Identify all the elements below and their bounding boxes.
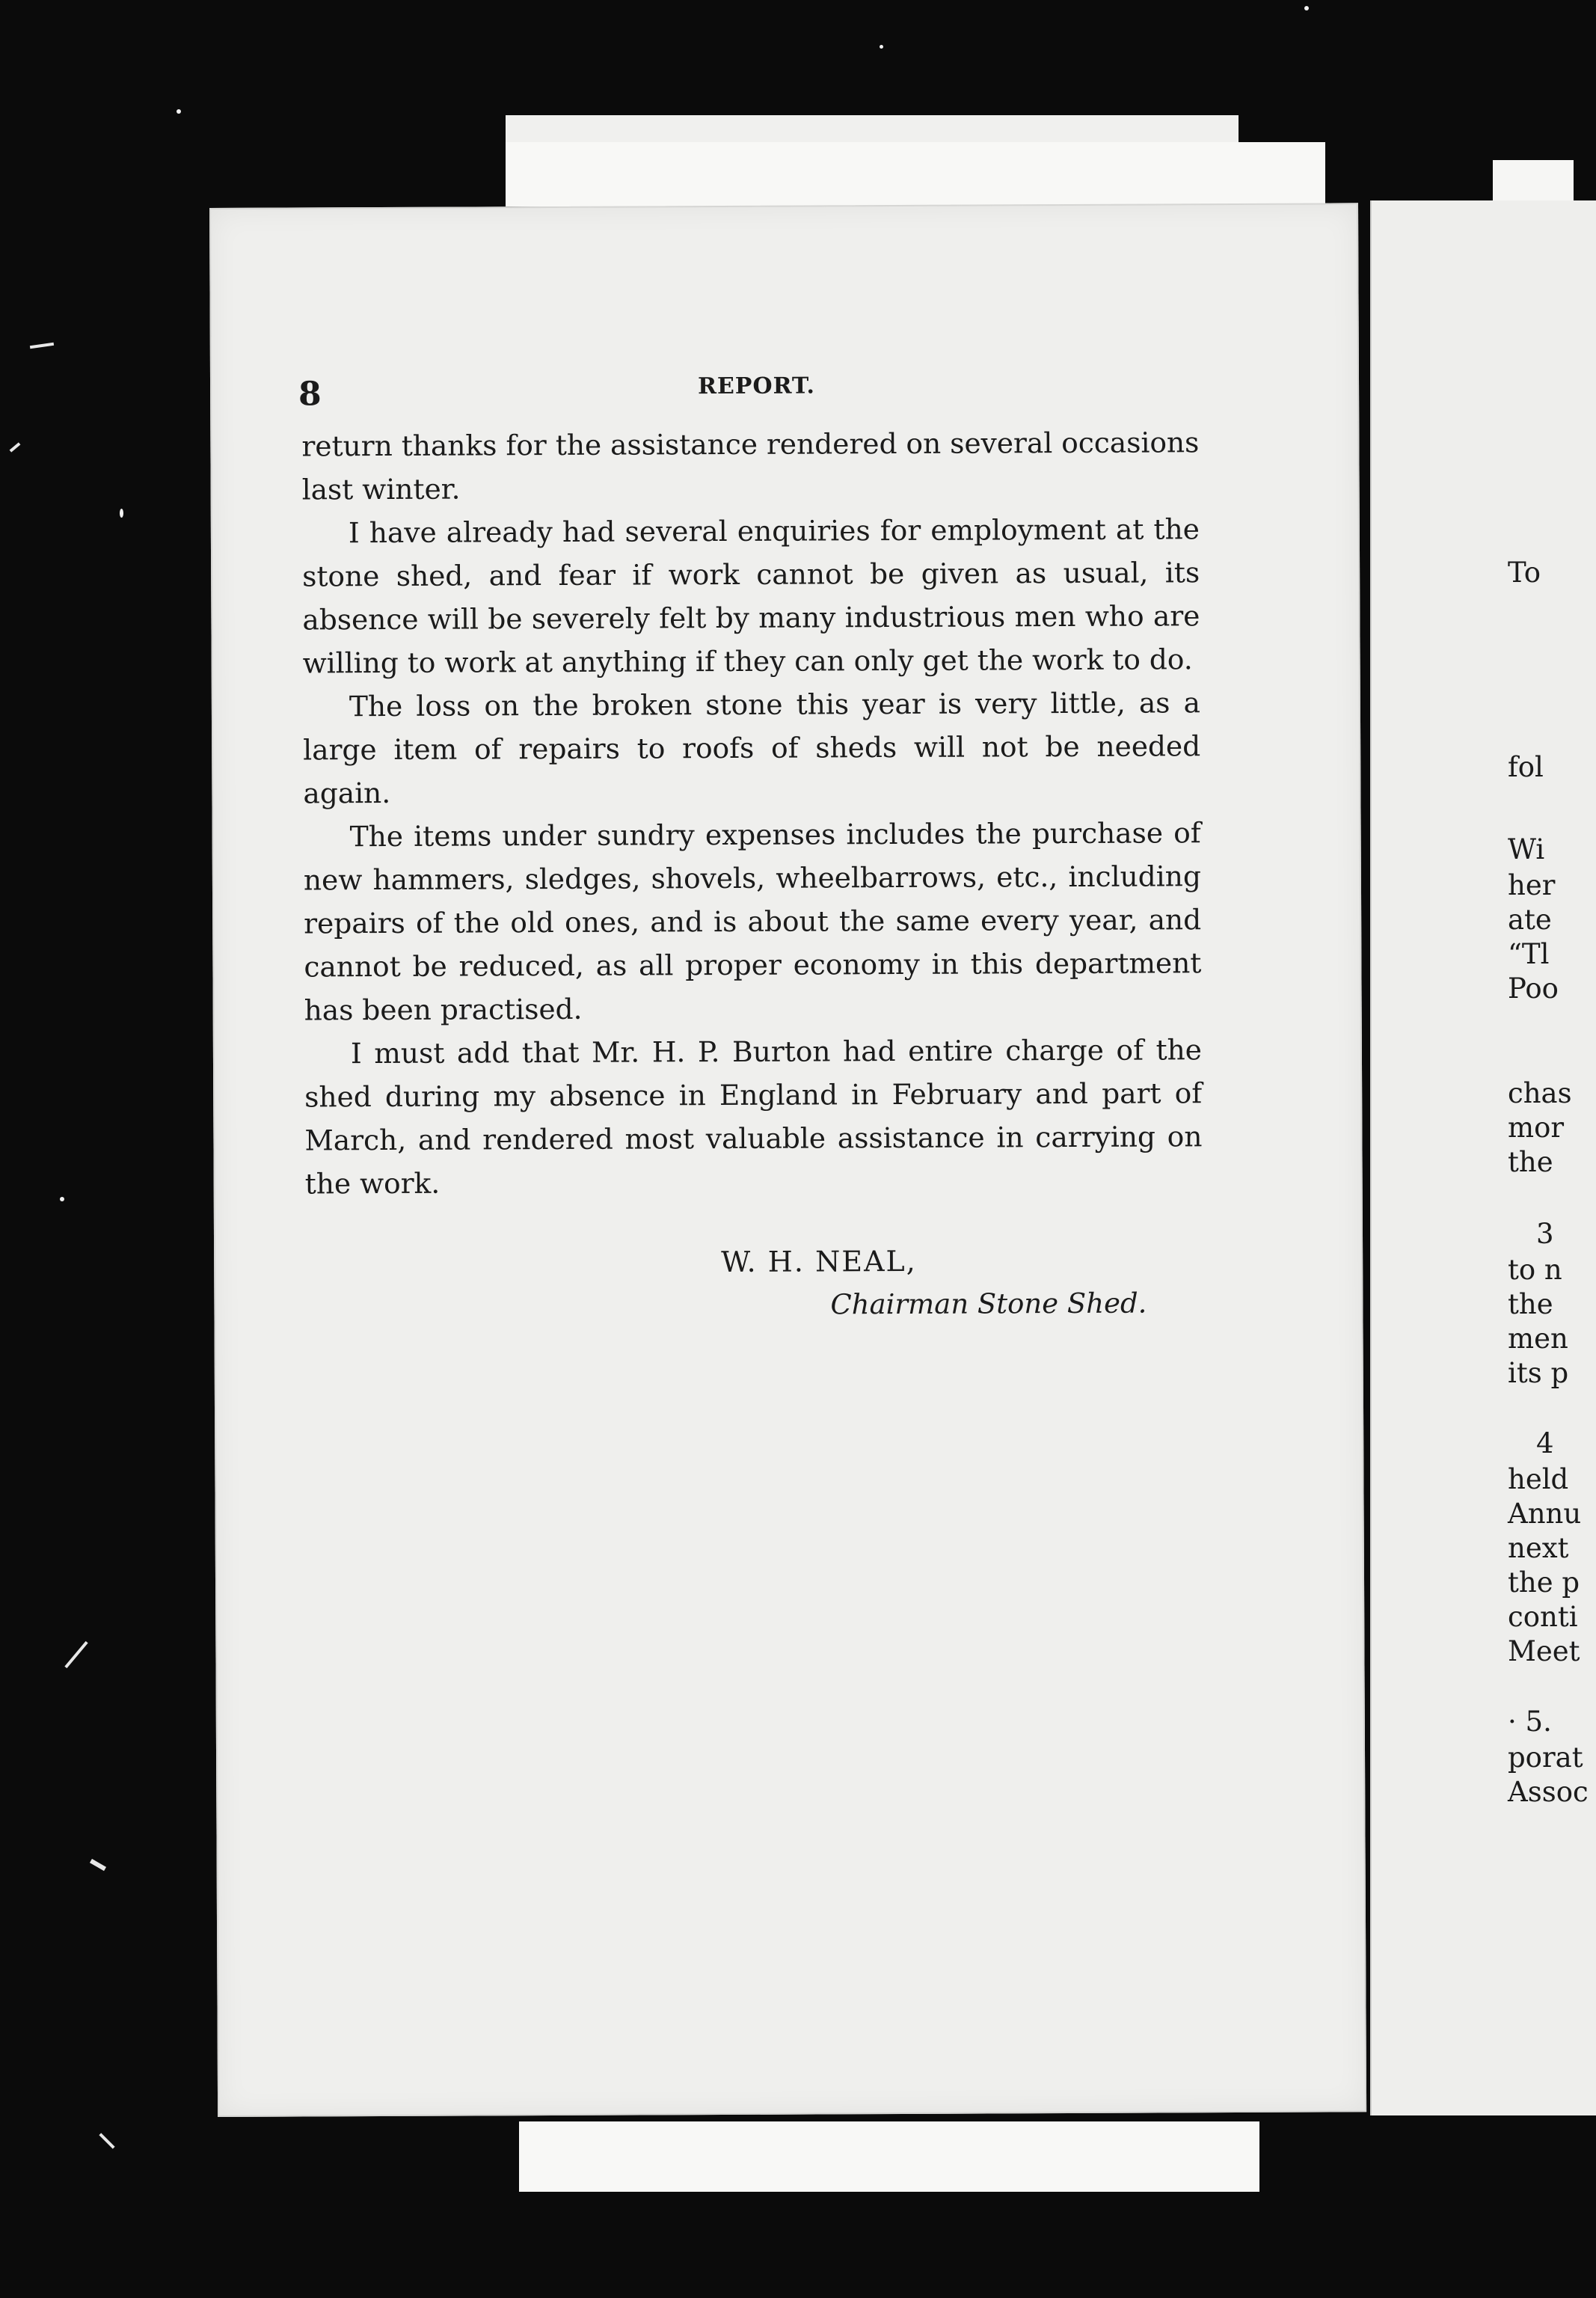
right-fragment: 4 xyxy=(1536,1427,1554,1459)
right-fragment: To xyxy=(1508,557,1541,589)
paper-strip-bottom xyxy=(519,2121,1259,2192)
right-fragment: “Tl xyxy=(1508,938,1550,970)
page-number: 8 xyxy=(298,375,322,414)
right-fragment: its p xyxy=(1508,1357,1569,1389)
right-fragment: · 5. xyxy=(1508,1706,1552,1738)
paragraph: I have already had several enquiries for employment at the stone shed, and fear if work cannot be given as usual, its absence will be severely felt by many industrious men who are willing to work at anything if they can only get the work to do. xyxy=(302,512,1200,680)
dust-mark xyxy=(99,2133,114,2148)
dust-speck xyxy=(120,509,123,518)
right-fragment: 3 xyxy=(1536,1218,1554,1250)
dust-mark xyxy=(90,1859,106,1871)
right-fragment: Annu xyxy=(1508,1498,1582,1530)
right-fragment: Wi xyxy=(1508,833,1545,865)
right-fragment: Poo xyxy=(1508,972,1559,1005)
dust-speck xyxy=(177,109,181,114)
right-fragment: the p xyxy=(1508,1566,1580,1599)
right-fragment: porat xyxy=(1508,1741,1583,1774)
body-text xyxy=(301,420,1203,1205)
right-fragment: the xyxy=(1508,1146,1553,1178)
paragraph: I must add that Mr. H. P. Burton had entire charge of the shed during my absence in England in February and part of March, and rendered most valuable assistance in carrying on the work. xyxy=(304,1033,1203,1201)
dust-mark xyxy=(10,442,21,452)
right-fragment: the xyxy=(1508,1288,1553,1320)
right-fragment: mor xyxy=(1508,1112,1565,1144)
paragraph: return thanks for the assistance rendered on several occasions last winter. xyxy=(301,426,1200,506)
right-fragment: fol xyxy=(1508,751,1544,783)
running-head: REPORT. xyxy=(697,373,815,400)
paragraph: The items under sundry expenses includes the purchase of new hammers, sledges, shovels, wheelbarrows, etc., including repairs of the old ones, and is about the same every year, and cannot be reduced, as all proper economy in this department has been practised. xyxy=(303,816,1202,1027)
right-fragment: Assoc xyxy=(1508,1776,1589,1808)
dust-mark xyxy=(30,343,54,349)
right-fragment: Meet xyxy=(1508,1635,1580,1667)
dust-mark xyxy=(64,1641,88,1668)
dust-speck xyxy=(60,1197,64,1201)
dust-speck xyxy=(880,45,883,49)
left-page xyxy=(209,203,1366,2117)
right-fragment: next xyxy=(1508,1532,1569,1564)
right-page xyxy=(1370,200,1596,2115)
right-fragment: chas xyxy=(1508,1077,1572,1109)
paragraph: The loss on the broken stone this year is very little, as a large item of repairs to roofs of sheds will not be needed again. xyxy=(303,686,1201,810)
paper-strip-top-lower xyxy=(506,142,1325,206)
signature-title: Chairman Stone Shed. xyxy=(830,1287,1147,1321)
signature-name: W. H. NEAL, xyxy=(721,1244,917,1279)
right-fragment: her xyxy=(1508,869,1556,901)
right-fragment: men xyxy=(1508,1323,1568,1355)
dust-speck xyxy=(1304,6,1309,10)
right-fragment: conti xyxy=(1508,1601,1578,1633)
right-fragment: to n xyxy=(1508,1254,1562,1286)
right-fragment: held xyxy=(1508,1463,1569,1495)
right-fragment: ate xyxy=(1508,904,1552,936)
